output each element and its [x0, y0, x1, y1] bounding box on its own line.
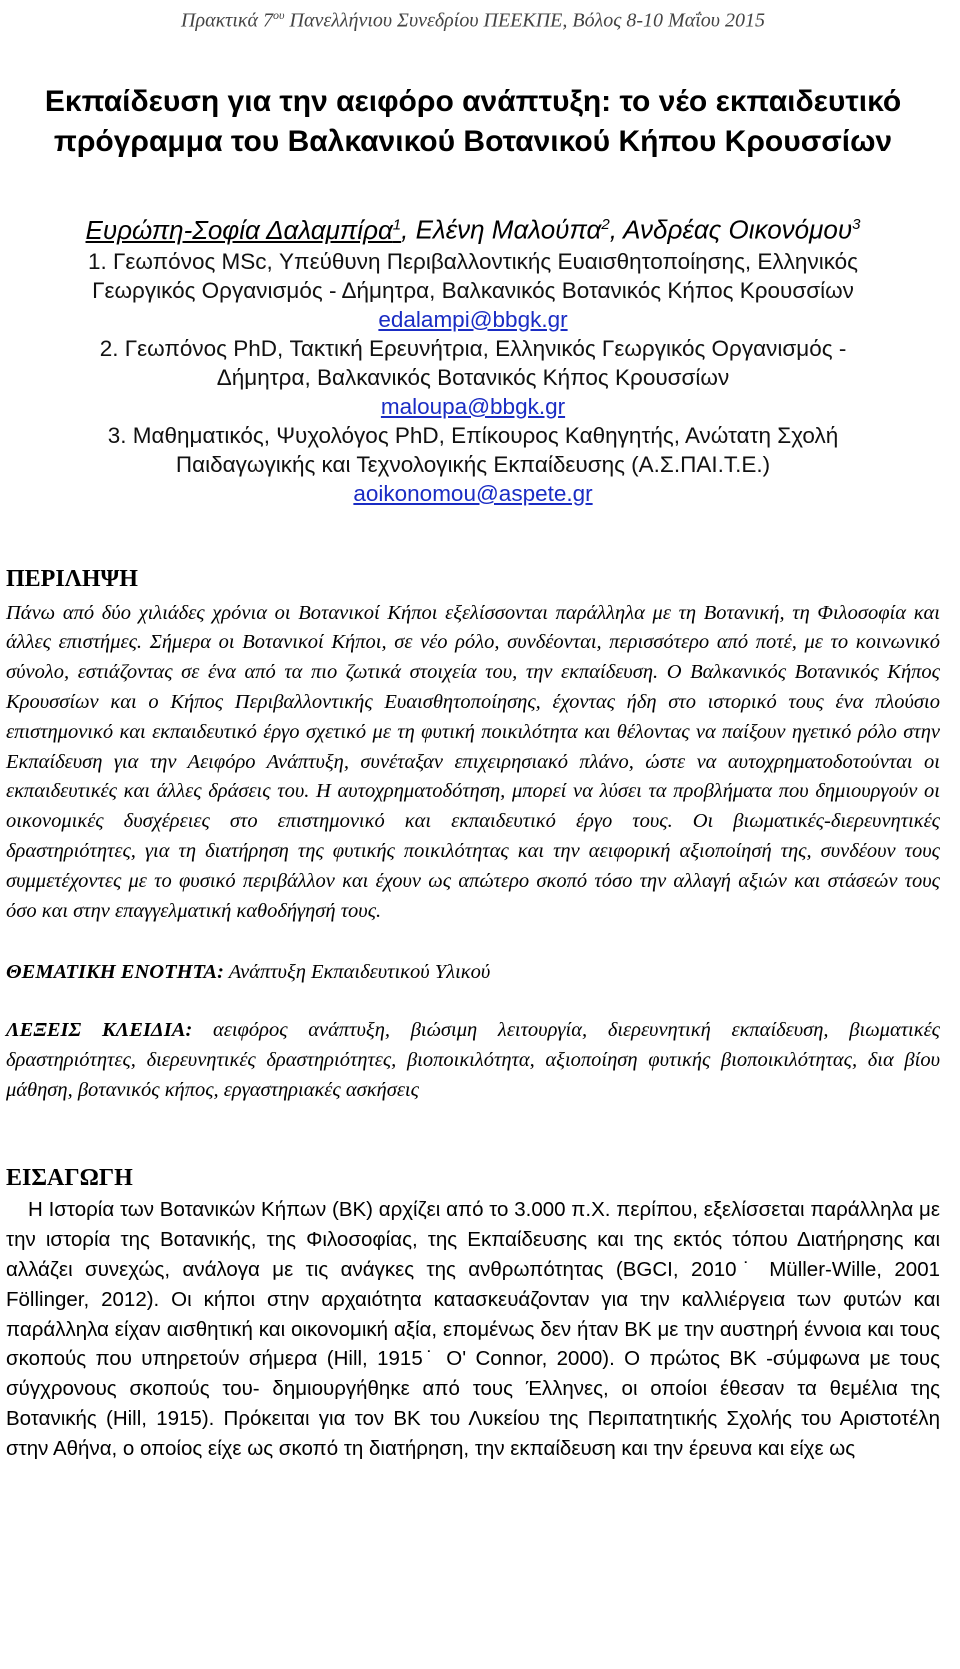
title-line-2: πρόγραμμα του Βαλκανικού Βοτανικού Κήπου Κρουσσίων	[53, 125, 893, 158]
affiliation-1-line-2: Γεωργικός Οργανισμός - Δήμητρα, Βαλκανικός Βοτανικός Κήπος Κρουσσίων	[92, 277, 854, 303]
affiliation-2-email-link[interactable]: maloupa@bbgk.gr	[380, 393, 566, 419]
keywords-label: ΛΕΞΕΙΣ ΚΛΕΙΔΙΑ:	[6, 1019, 193, 1042]
affiliation-3-line-2: Παιδαγωγικής και Τεχνολογικής Εκπαίδευσης (Α.Σ.ΠΑΙ.Τ.Ε.)	[175, 451, 771, 477]
affiliation-3	[6, 421, 940, 508]
author-1-sup: 1	[392, 216, 402, 233]
keywords	[6, 1015, 940, 1105]
header-superscript: ου	[272, 8, 285, 22]
thematic-unit	[6, 957, 940, 987]
author-1-name: Ευρώπη-Σοφία Δαλαμπίρα	[85, 214, 393, 245]
author-2-name: , Ελένη Μαλούπα	[401, 214, 602, 245]
author-1	[86, 215, 402, 245]
affiliation-2-line-1: 2. Γεωπόνος PhD, Τακτική Ερευνήτρια, Ελληνικός Γεωργικός Οργανισμός -	[99, 335, 847, 361]
affiliation-1-line-1: 1. Γεωπόνος MSc, Υπεύθυνη Περιβαλλοντικής Ευαισθητοποίησης, Ελληνικός	[87, 248, 859, 274]
author-3-name: , Ανδρέας Οικονόμου	[609, 214, 853, 245]
affiliation-3-email-link[interactable]: aoikonomou@aspete.gr	[353, 480, 593, 506]
affiliation-2	[6, 334, 940, 421]
title-line-1: Εκπαίδευση για την αειφόρο ανάπτυξη: το νέο εκπαιδευτικό	[44, 85, 902, 118]
header-text-post: Πανελλήνιου Συνεδρίου ΠΕΕΚΠΕ, Βόλος 8-10 Μαΐου 2015	[284, 9, 765, 32]
abstract-heading: ΠΕΡΙΛΗΨΗ	[6, 565, 138, 592]
authors-line	[6, 208, 940, 247]
introduction-heading: ΕΙΣΑΓΩΓΗ	[6, 1165, 133, 1192]
thematic-unit-label: ΘΕΜΑΤΙΚΗ ΕΝΟΤΗΤΑ:	[6, 961, 224, 984]
author-2-sup: 2	[601, 216, 610, 233]
affiliation-1-email-link[interactable]: edalampi@bbgk.gr	[378, 306, 568, 332]
affiliation-1	[6, 247, 940, 334]
running-header	[6, 0, 940, 32]
paper-title	[6, 82, 940, 162]
thematic-unit-value: Ανάπτυξη Εκπαιδευτικού Υλικού	[223, 961, 491, 984]
abstract-text: Πάνω από δύο χιλιάδες χρόνια οι Βοτανικοί Κήποι εξελίσσονται παράλληλα με τη Βοτανική, τη Φιλοσοφία και άλλες επιστήμες. Σήμερα οι Βοτανικοί Κήποι, σε νέο ρόλο, συνδέονται, περισσότερο από ποτέ, με το κοινωνικό σύνολο, εστιάζοντας σε ένα από τα πιο ζωτικά στοιχεία του, την εκπαίδευση. Ο Βαλκανικός Βοτανικός Κήπος Κρουσσίων και ο Κήπος Περιβαλλοντικής Ευαισθητοποίησης, έχοντας ήδη στο ιστορικό τους ένα πλούσιο επιστημονικό και εκπαιδευτικό έργο σχετικό με τη φυτική ποικιλότητα και θέλοντας να παίξουν ηγετικό ρόλο στην Εκπαίδευση για την Αειφόρο Ανάπτυξη, συνέταξαν επιχειρησιακό πλάνο, ώστε να αυτοχρηματοδοτούνται οι εκπαιδευτικές και άλλες δράσεις του. Η αυτοχρηματοδότηση, μπορεί να λύσει τα προβλήματα που δημιουργούν οι οικονομικές δυσχέρειες στο επιστημονικό και εκπαιδευτικό έργο τους. Οι βιωματικές-διερευνητικές δραστηριότητες, για τη διατήρηση της φυτικής ποικιλότητας και την αειφορική αξιοποίησή της, συνδέουν τους συμμετέχοντες με το φυσικό περιβάλλον και έχουν ως απώτερο σκοπό τόσο την αλλαγή αξιών και στάσεών τους όσο και στην επαγγελματική καθοδήγησή τους.	[6, 601, 940, 922]
affiliation-2-line-2: Δήμητρα, Βαλκανικός Βοτανικός Κήπος Κρουσσίων	[216, 364, 730, 390]
introduction-text: Η Ιστορία των Βοτανικών Κήπων (ΒΚ) αρχίζει από το 3.000 π.Χ. περίπου, εξελίσσεται παράλληλα με την ιστορία της Βοτανικής, της Φιλοσοφίας, της Εκπαίδευσης και της εκτός τόπου Διατήρησης και αλλάζει συνεχώς, ανάλογα με τις ανάγκες της ανθρωπότητας (BGCI, 2010˙ Müller-Wille, 2001 Föllinger, 2012). Οι κήποι στην αρχαιότητα κατασκευάζονταν για την καλλιέργεια των φυτών και παράλληλα είχαν αισθητική και οικονομική αξία, επομένως δεν ήταν ΒΚ με την αυστηρή έννοια και τους σκοπούς που υπηρετούν σήμερα (Hill, 1915˙ O' Connor, 2000). Ο πρώτος ΒΚ -σύμφωνα με τους σύγχρονους σκοπούς του- δημιουργήθηκε από τους Έλληνες, οι οποίοι έθεσαν τα θεμέλια της Βοτανικής (Hill, 1915). Πρόκειται για τον ΒΚ του Λυκείου της Περιπατητικής Σχολής του Αριστοτέλη στην Αθήνα, ο οποίος είχε ως σκοπό τη διατήρηση, την εκπαίδευση και την έρευνα και είχε ως	[6, 1198, 940, 1460]
header-text-pre: Πρακτικά 7	[181, 9, 273, 32]
author-3-sup: 3	[852, 216, 861, 233]
keywords-value: αειφόρος ανάπτυξη, βιώσιμη λειτουργία, διερευνητική εκπαίδευση, βιωματικές δραστηριότητες, διερευνητικές δραστηριότητες, βιοποικιλότητα, αξιοποίηση φυτικής βιοποικιλότητας, δια βίου μάθηση, βοτανικός κήπος, εργαστηριακές ασκήσεις	[6, 1019, 940, 1102]
affiliation-3-line-1: 3. Μαθηματικός, Ψυχολόγος PhD, Επίκουρος Καθηγητής, Ανώτατη Σχολή	[107, 422, 839, 448]
